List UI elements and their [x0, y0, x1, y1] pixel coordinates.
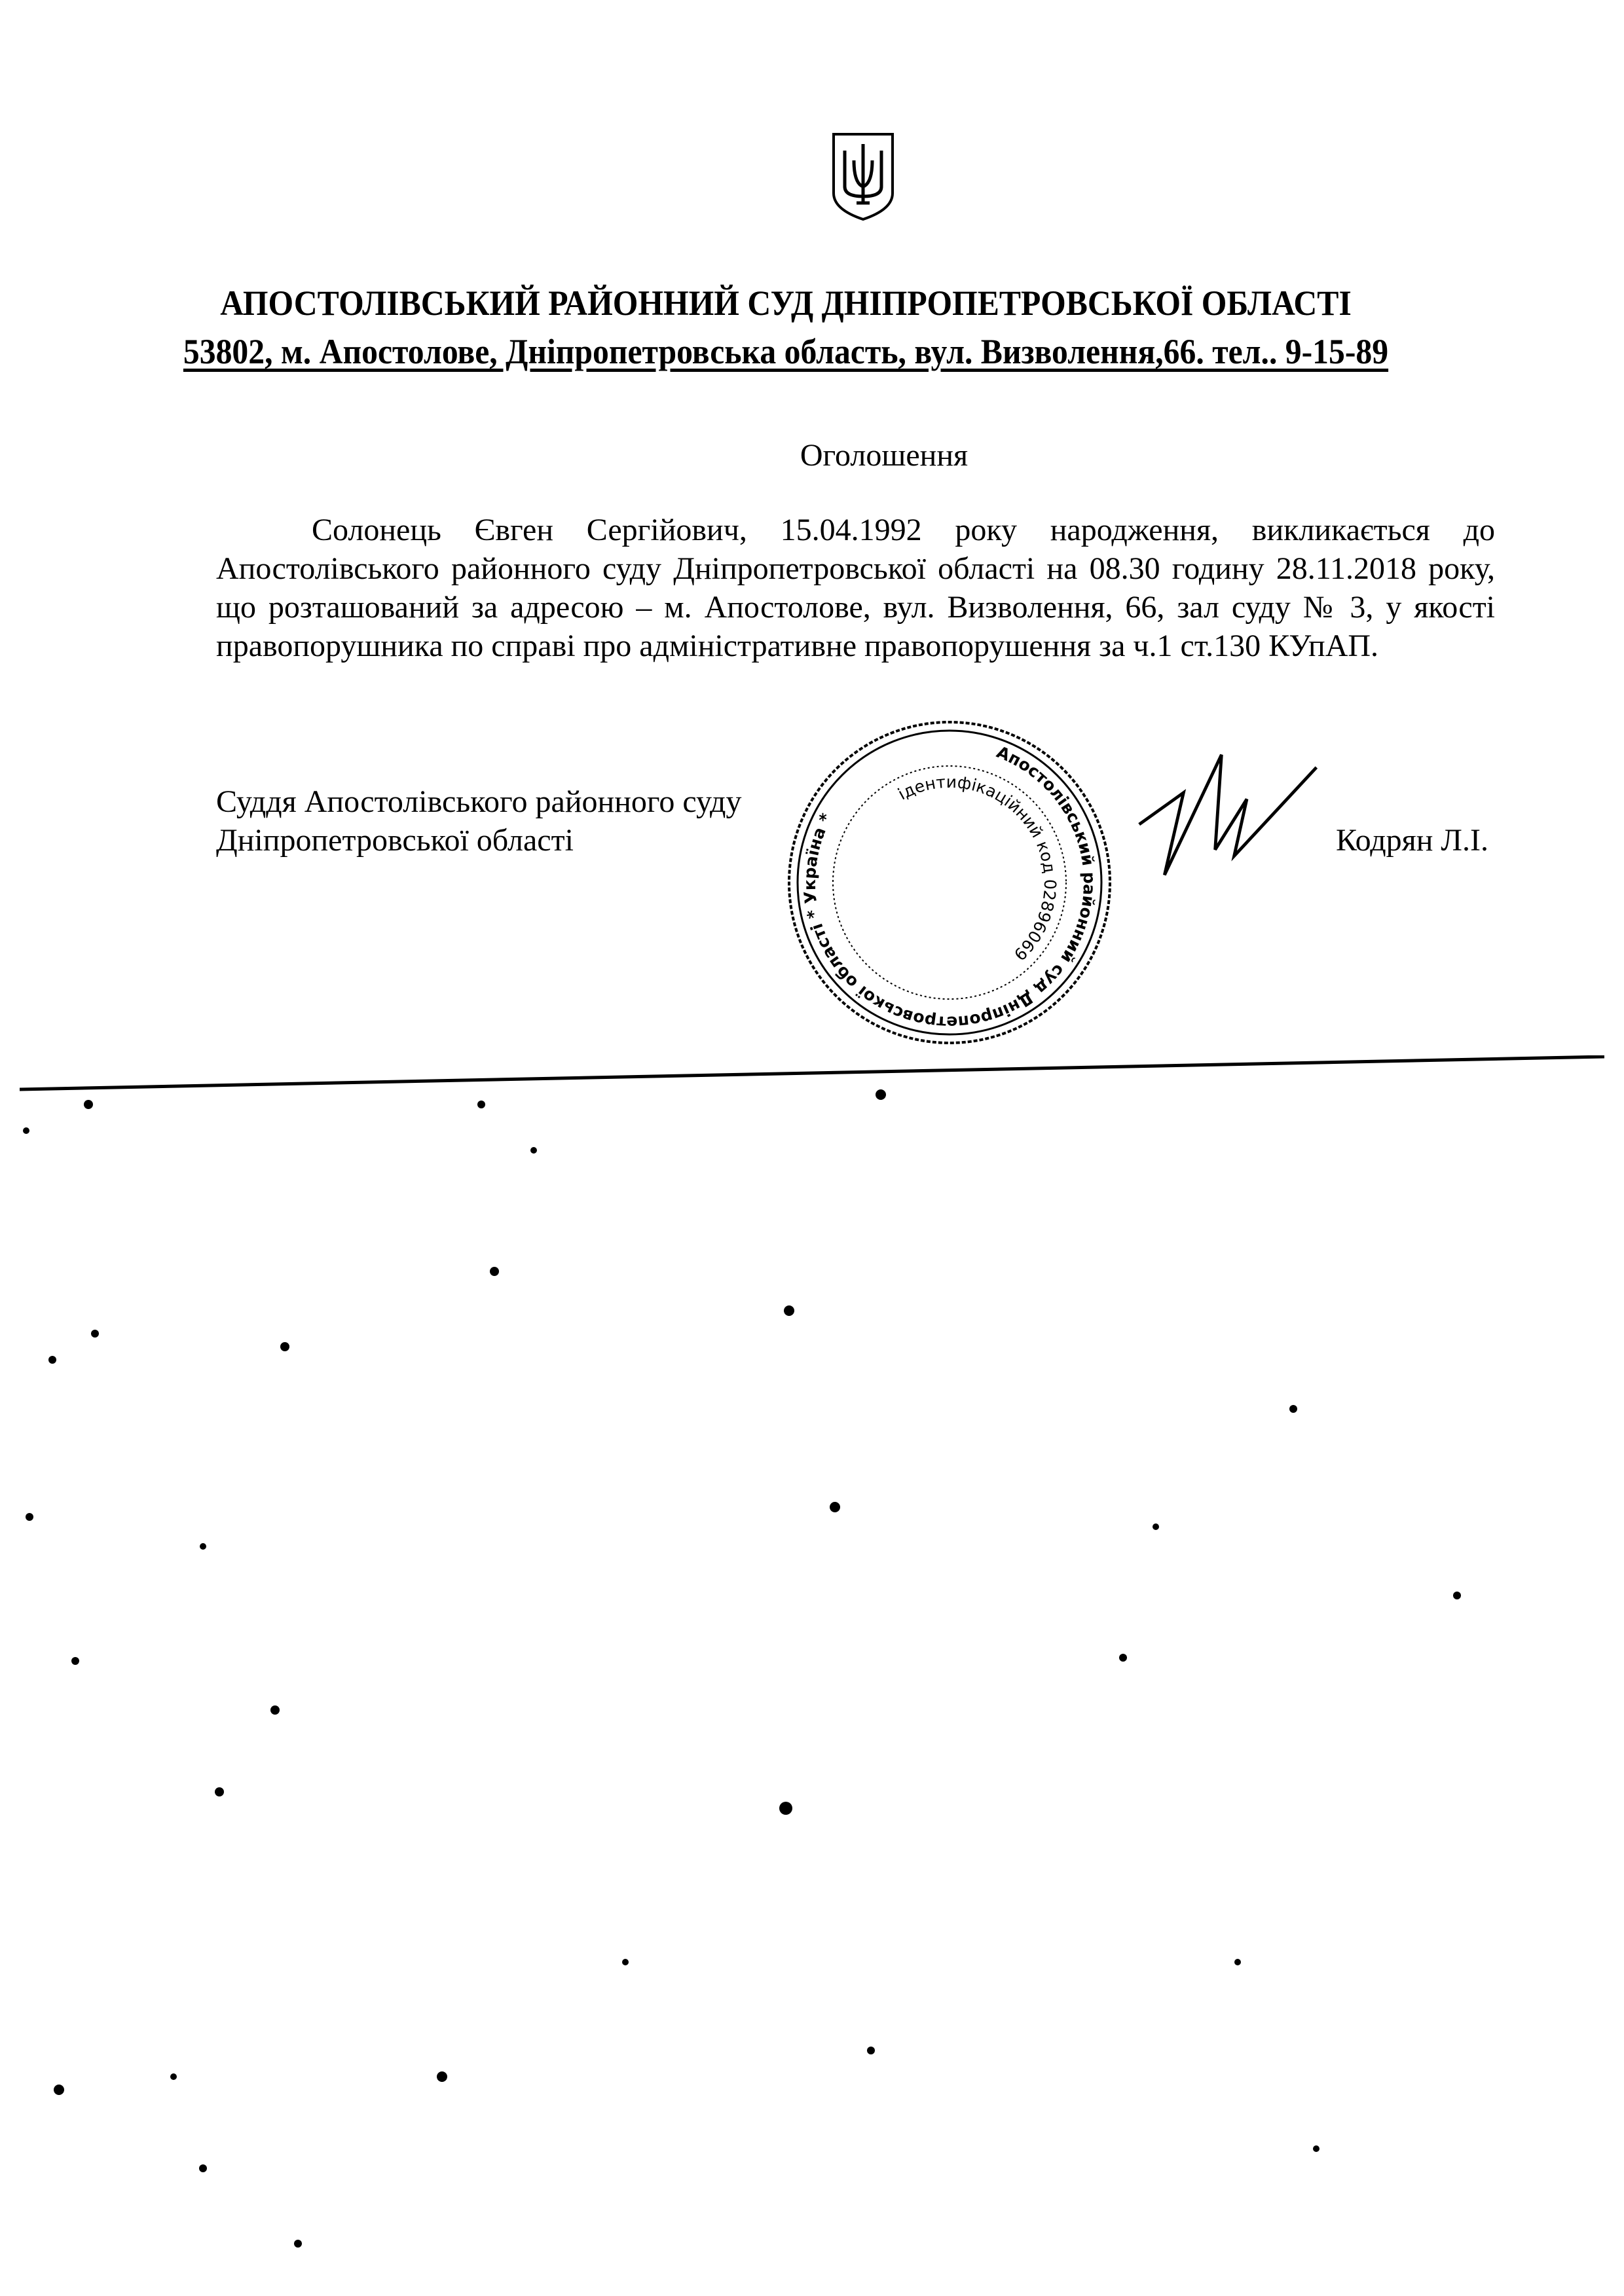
trident-emblem-icon: [830, 131, 896, 223]
scan-specks: [0, 1055, 1624, 2293]
handwritten-signature: [1133, 727, 1323, 890]
stamp-inner-text: ідентифікаційний код 02896069: [895, 772, 1060, 964]
stamp-outer-text: Апостолівський районний суд Дніпропетровської області * Україна *: [800, 742, 1099, 1032]
judge-position: [216, 782, 741, 860]
judge-position-line2: Дніпропетровської області: [216, 823, 574, 858]
court-stamp: [779, 712, 1120, 1053]
court-address: 53802, м. Апостолове, Дніпропетровська область, вул. Визволення,66. тел.. 9-15-89: [183, 332, 1389, 371]
judge-name: Кодрян Л.І.: [1336, 823, 1488, 858]
judge-position-line1: Суддя Апостолівського районного суду: [216, 784, 742, 819]
document-body: [216, 511, 1495, 665]
document-heading: Оголошення: [800, 438, 969, 473]
court-title: АПОСТОЛІВСЬКИЙ РАЙОННИЙ СУД ДНІПРОПЕТРОВСЬКОЇ ОБЛАСТІ: [220, 283, 1352, 323]
body-paragraph: Солонець Євген Сергійович, 15.04.1992 року народження, викликається до Апостолівського районного суду Дніпропетровської області на 08.30 годину 28.11.2018 року, що розташований за адресою – м. Апостолове, вул. Визволення, 66, зал суду № 3, у якості правопорушника по справі про адміністративне правопорушення за ч.1 ст.130 КУпАП.: [216, 513, 1495, 663]
svg-text:Апостолівський районний суд Дн: [779, 712, 1120, 1053]
